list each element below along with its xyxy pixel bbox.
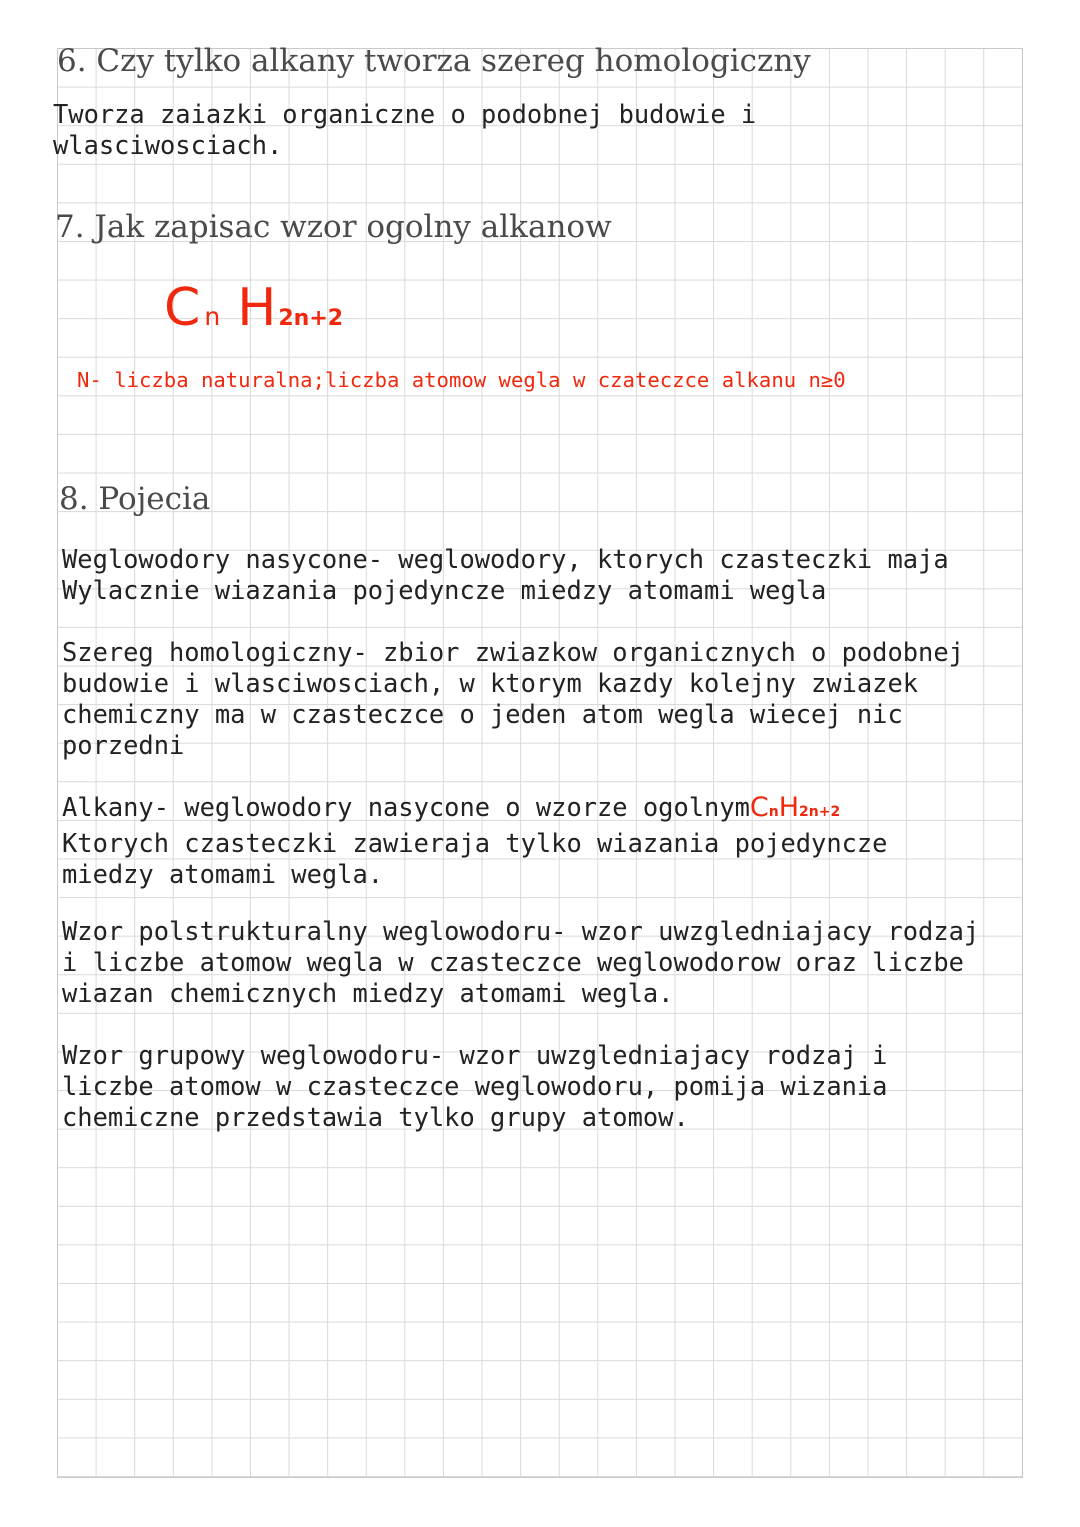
definition-homologous-series: [62, 637, 964, 761]
question-6-heading: 6. Czy tylko alkany tworza szereg homologiczny: [57, 43, 811, 79]
definition-line: budowie i wlasciwosciach, w ktorym kazdy kolejny zwiazek: [62, 668, 919, 698]
definition-line: Alkany- weglowodory nasycone o wzorze ogolnym: [62, 792, 750, 822]
definition-saturated-hydrocarbons: [62, 544, 949, 606]
definition-line: Szereg homologiczny- zbior zwiazkow organicznych o podobnej: [62, 637, 964, 667]
definition-line: chemiczne przedstawia tylko grupy atomow.: [62, 1102, 689, 1132]
definition-alkanes: [62, 792, 887, 890]
answer-line: wlasciwosciach.: [53, 130, 283, 160]
formula-carbon: C: [164, 278, 201, 338]
inline-formula-carbon: C: [749, 792, 769, 823]
formula-hydrogen: H: [237, 278, 277, 338]
definition-line: miedzy atomami wegla.: [62, 859, 384, 889]
question-8-heading: 8. Pojecia: [59, 481, 211, 517]
definition-line: Ktorych czasteczki zawieraja tylko wiazania pojedyncze: [62, 828, 888, 858]
definition-group-formula: [62, 1040, 887, 1133]
inline-formula-hydrogen-subscript: 2n+2: [799, 804, 841, 820]
formula-carbon-subscript: n: [204, 302, 221, 331]
definition-line: i liczbe atomow wegla w czasteczce weglowodorow oraz liczbe: [62, 947, 964, 977]
inline-formula-carbon-subscript: n: [768, 804, 779, 820]
definition-line: Wzor polstrukturalny weglowodoru- wzor uwzgledniajacy rodzaj: [62, 916, 980, 946]
definition-semi-structural-formula: [62, 916, 979, 1009]
inline-formula-hydrogen: H: [778, 792, 800, 823]
formula-hydrogen-subscript: 2n+2: [278, 306, 344, 331]
inline-general-formula: [750, 792, 840, 823]
definition-line: Wzor grupowy weglowodoru- wzor uwzgledniajacy rodzaj i: [62, 1040, 888, 1070]
definition-line: liczbe atomow w czasteczce weglowodoru, pomija wizania: [62, 1071, 888, 1101]
question-6-answer: [53, 99, 756, 161]
definition-line: porzedni: [62, 730, 185, 760]
definition-line: wiazan chemicznych miedzy atomami wegla.: [62, 978, 674, 1008]
answer-line: Tworza zaiazki organiczne o podobnej budowie i: [53, 99, 757, 129]
general-formula: [164, 278, 344, 338]
formula-note: N- liczba naturalna;liczba atomow wegla w czateczce alkanu n≥0: [77, 368, 846, 392]
definition-line: chemiczny ma w czasteczce o jeden atom wegla wiecej nic: [62, 699, 903, 729]
grid-paper: [57, 43, 1023, 1478]
definition-line: Wylacznie wiazania pojedyncze miedzy atomami wegla: [62, 575, 827, 605]
definition-line: Weglowodory nasycone- weglowodory, ktorych czasteczki maja: [62, 544, 949, 574]
question-7-heading: 7. Jak zapisac wzor ogolny alkanow: [55, 209, 612, 245]
